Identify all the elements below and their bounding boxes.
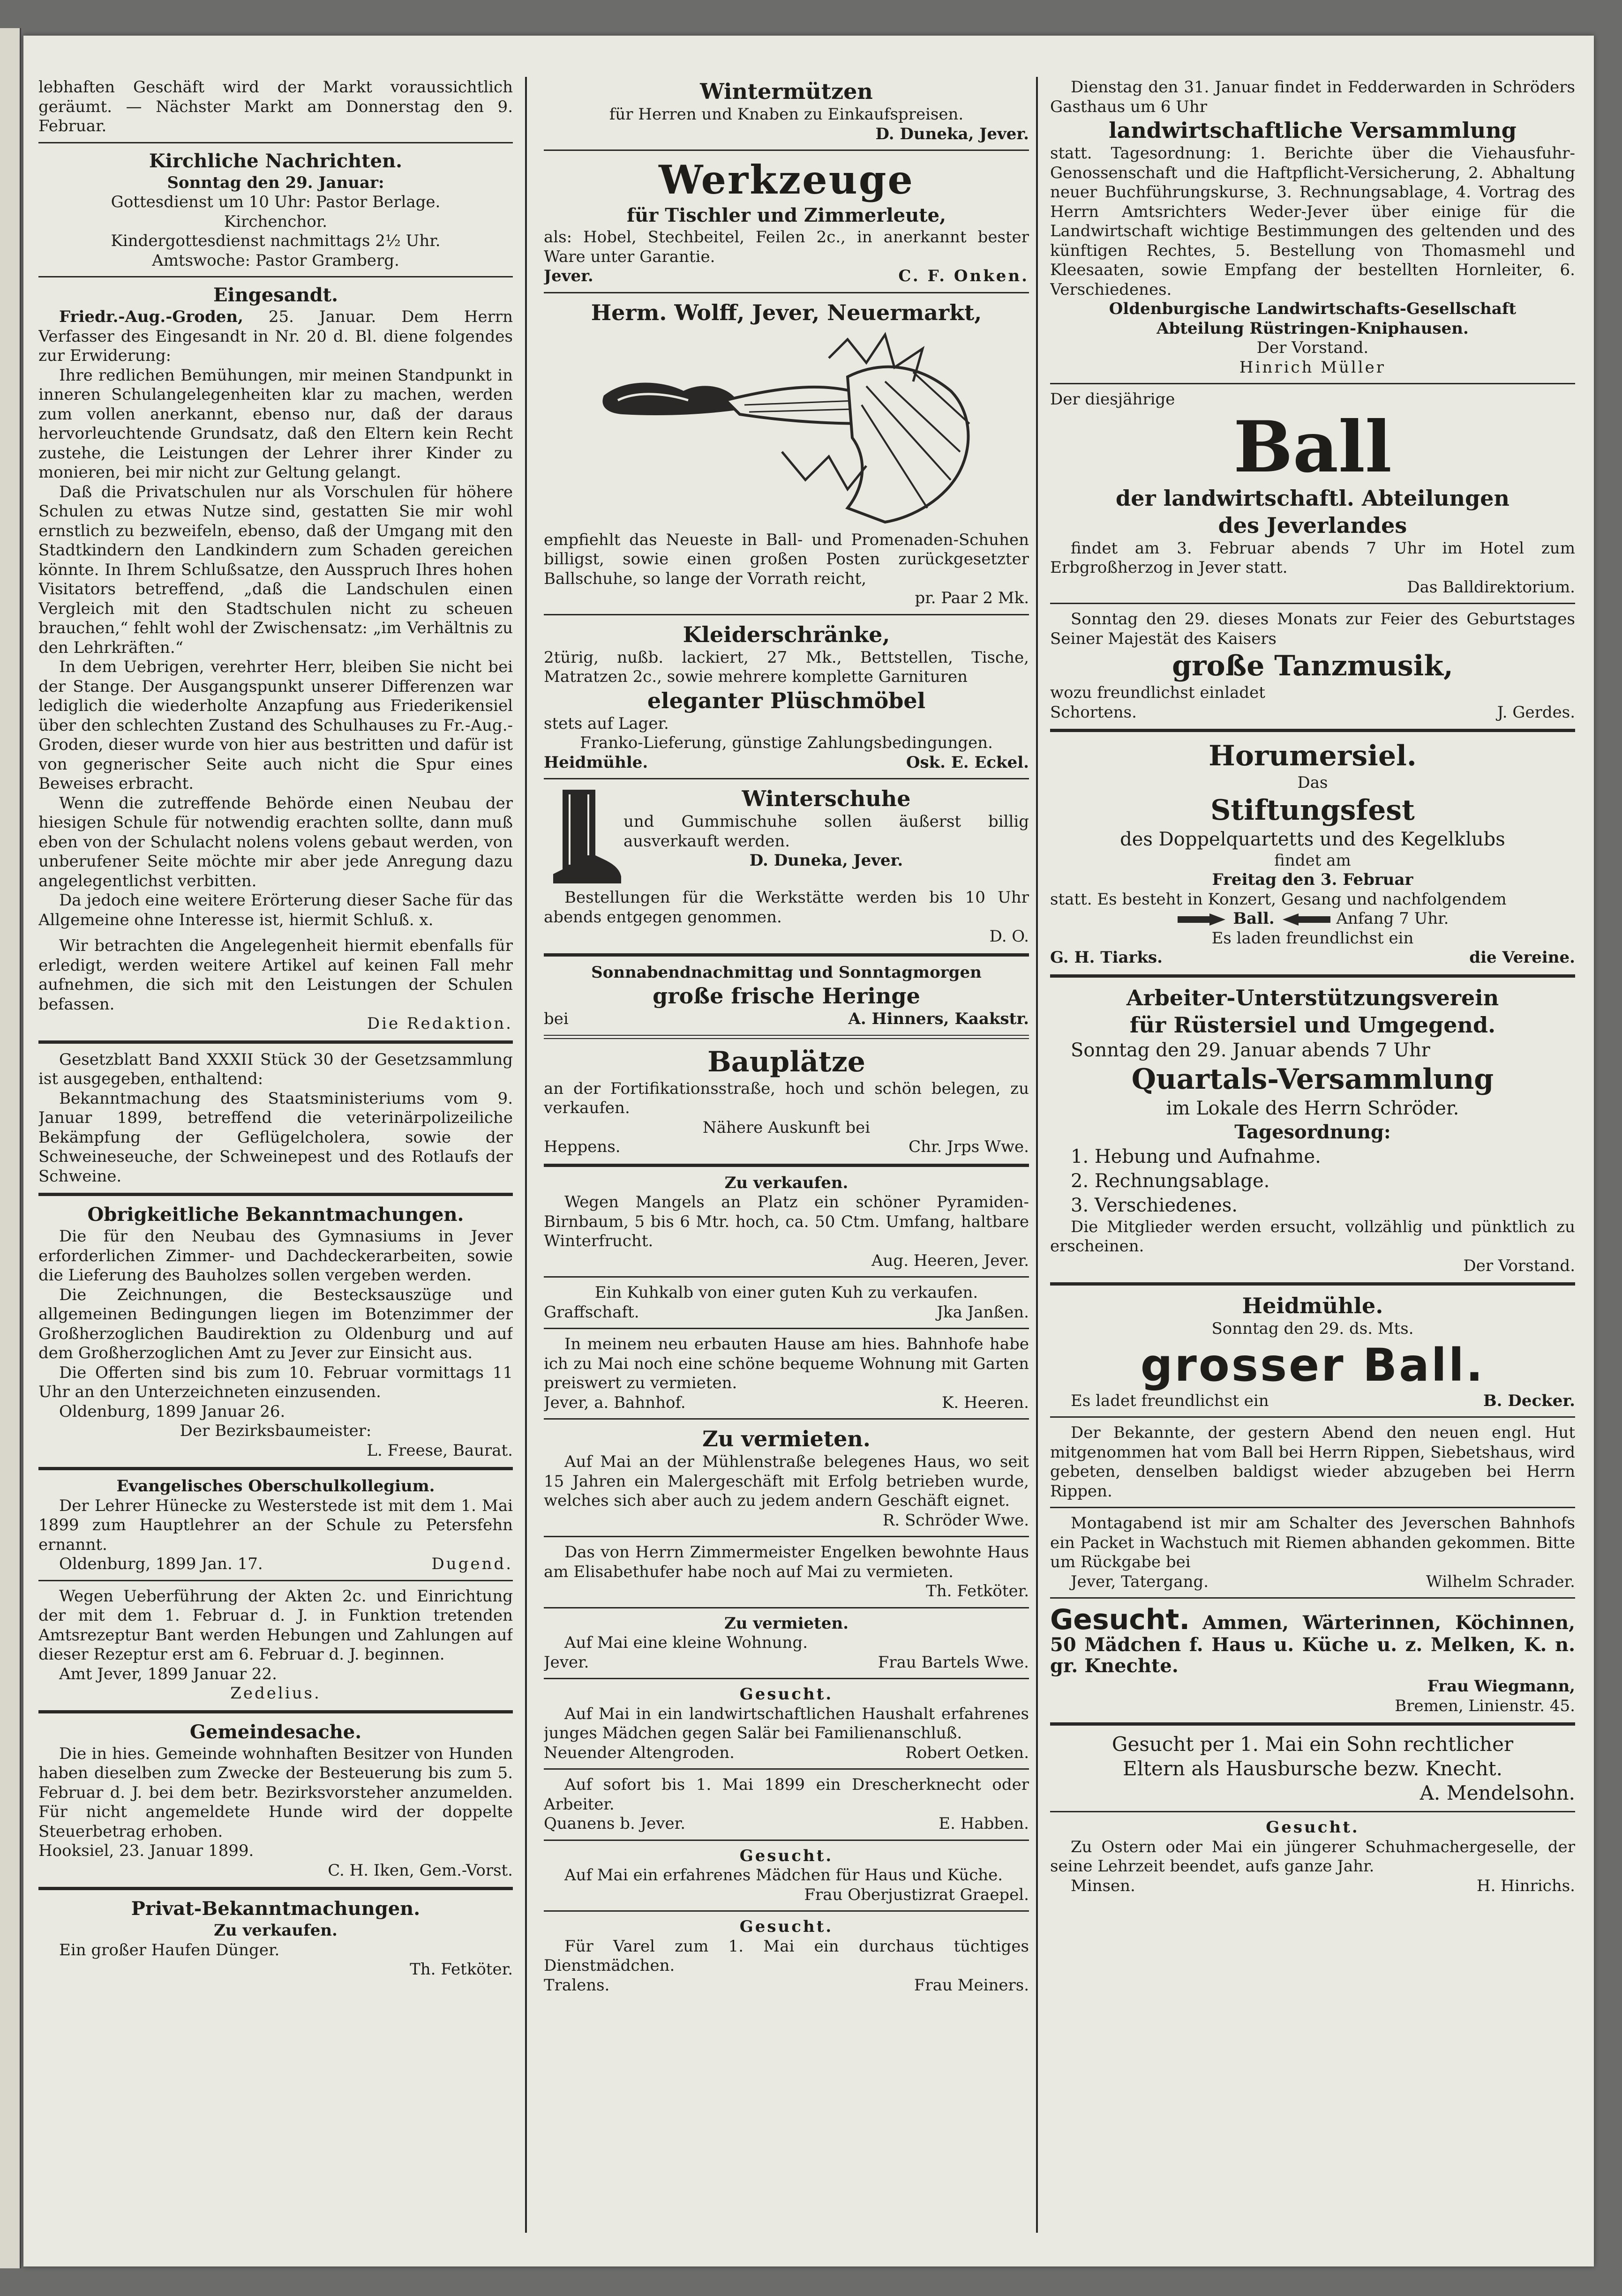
community-place: Hooksiel, 23. Januar 1899. bbox=[38, 1841, 254, 1860]
ad-wolff-title: Herm. Wolff, Jever, Neuermarkt, bbox=[591, 299, 982, 325]
ad-werkzeuge-text: als: Hobel, Stechbeitel, Feilen 2c., in anerkannt bester Ware unter Garantie. bbox=[544, 228, 1029, 266]
ad-dienstmaedchen-title: Gesucht. bbox=[739, 1917, 834, 1936]
ad-horumersiel-fest: Stiftungsfest bbox=[1210, 793, 1415, 827]
divider bbox=[1050, 1282, 1575, 1286]
ad-ammen-text: Ammen, Wärterinnen, Köchinnen, 50 Mädchen f. Haus u. Küche u. z. Melken, K. n. gr. Knechte. bbox=[1050, 1612, 1575, 1677]
ad-paket-place: Jever, Tatergang. bbox=[1071, 1572, 1209, 1591]
divider bbox=[1050, 383, 1575, 384]
ad-sohn-text: Eltern als Hausbursche bezw. Knecht. bbox=[1123, 1757, 1502, 1780]
submitted-text: 25. Januar. Dem Herrn Verfasser des Eingesandt in Nr. 20 d. Bl. diene folgendes zur Erwiderung: bbox=[38, 307, 513, 365]
ad-wohnung-place: Jever. bbox=[544, 1653, 589, 1672]
ad-heidmuehle-text: Es ladet freundlichst ein bbox=[1071, 1391, 1269, 1410]
school-board-text: Der Lehrer Hünecke zu Westerstede ist mit dem 1. Mai 1899 zum Hauptlehrer an der Schule zu Petersfehn ernannt. bbox=[38, 1496, 513, 1554]
ad-arbeiterverein-title: für Rüstersiel und Umgegend. bbox=[1129, 1012, 1496, 1038]
ad-tanzmusik-text: Sonntag den 29. dieses Monats zur Feier des Geburtstages Seiner Majestät des Kaisers bbox=[1050, 610, 1575, 648]
ad-landwirtschaft-org: Oldenburgische Landwirtschafts-Gesellschaft bbox=[1109, 299, 1517, 318]
ad-werkzeuge-title: Werkzeuge bbox=[659, 157, 914, 203]
column-right bbox=[1050, 78, 1575, 2224]
ad-horumersiel-signature: G. H. Tiarks. bbox=[1050, 948, 1163, 967]
ad-wolff-text: empfiehlt das Neueste in Ball- und Promenaden-Schuhen billigst, sowie einen großen Posten zurückgesetzter Ballschuhe, so lange der Vorrath reicht, bbox=[544, 530, 1029, 588]
ad-ball-title: Ball bbox=[1233, 405, 1392, 488]
ad-schuhmacher-place: Minsen. bbox=[1071, 1876, 1135, 1895]
divider bbox=[1050, 1722, 1575, 1726]
divider bbox=[544, 1678, 1029, 1679]
divider bbox=[544, 1276, 1029, 1278]
newspaper-page bbox=[23, 36, 1594, 2266]
divider bbox=[38, 1887, 513, 1890]
ad-pluesch-text: stets auf Lager. bbox=[544, 714, 669, 733]
community-title: Gemeindesache. bbox=[189, 1720, 362, 1743]
ad-winterschuhe-title: Winterschuhe bbox=[742, 786, 911, 811]
ad-heringe-signature: A. Hinners, Kaakstr. bbox=[848, 1010, 1029, 1028]
gazette-notice: Gesetzblatt Band XXXII Stück 30 der Gesetzsammlung ist ausgegeben, enthaltend: bbox=[38, 1050, 513, 1088]
column-left bbox=[38, 78, 513, 2224]
church-news-line: Kindergottesdienst nachmittags 2½ Uhr. bbox=[111, 232, 441, 250]
divider bbox=[1050, 1507, 1575, 1508]
ad-drescher-text: Auf sofort bis 1. Mai 1899 ein Drescherknecht oder Arbeiter. bbox=[544, 1775, 1029, 1814]
divider bbox=[38, 1580, 513, 1581]
gazette-notice: Bekanntmachung des Staatsministeriums vom 9. Januar 1899, betreffend die veterinärpolizeiliche Bekämpfung der Geflügelcholera, sowie der Schweineseuche, der Schweinepest und des Rotlaufs der Schweine. bbox=[38, 1089, 513, 1186]
official-notices-title: Obrigkeitliche Bekanntmachungen. bbox=[87, 1204, 464, 1226]
ad-heringe-bei: bei bbox=[544, 1010, 569, 1028]
ad-horumersiel-text: des Doppelquartetts und des Kegelklubs bbox=[1120, 828, 1505, 850]
ad-heidmuehle-signature: B. Decker. bbox=[1483, 1391, 1575, 1410]
ad-heidmuehle-title: Heidmühle. bbox=[1242, 1293, 1383, 1318]
divider bbox=[1050, 974, 1575, 978]
ad-vermieten-signature: R. Schröder Wwe. bbox=[882, 1511, 1029, 1530]
submitted-text: In dem Uebrigen, verehrter Herr, bleiben Sie nicht bei der Stange. Der Ausgangspunkt unserer Differenzen war lediglich die wiederholte Anzapfung aus Friederikensiel über den schlechten Zustand des Schulhauses zu Fr.-Aug.-Groden, dieser wurde von hier aus bestritten und dafür ist von gegnerischer Seite auch nicht die Spur eines Beweises erbracht. bbox=[38, 658, 513, 793]
ad-tanzmusik-signature: J. Gerdes. bbox=[1497, 703, 1575, 722]
ad-drescher-signature: E. Habben. bbox=[939, 1814, 1029, 1833]
ad-bauplaetze-text: Nähere Auskunft bei bbox=[702, 1118, 871, 1137]
church-news-line: Gottesdienst um 10 Uhr: Pastor Berlage. bbox=[111, 193, 441, 211]
submitted-title: Eingesandt. bbox=[213, 284, 338, 306]
ad-bahnhof-signature: K. Heeren. bbox=[942, 1393, 1029, 1412]
divider bbox=[1050, 1416, 1575, 1418]
market-notice: lebhaften Geschäft wird der Markt voraussichtlich geräumt. — Nächster Markt am Donnerstag den 9. Februar. bbox=[38, 78, 513, 135]
ad-wintermuetzen-text: für Herren und Knaben zu Einkaufspreisen. bbox=[609, 105, 964, 124]
column-rule bbox=[1036, 77, 1038, 2233]
ad-birnbaum-title: Zu verkaufen. bbox=[724, 1173, 849, 1192]
ad-schuhmacher-title: Gesucht. bbox=[1266, 1818, 1359, 1837]
ad-wolff-price: pr. Paar 2 Mk. bbox=[915, 589, 1029, 607]
ad-maedchen-signature: Frau Oberjustizrat Graepel. bbox=[804, 1885, 1029, 1904]
tax-office-signature: Zedelius. bbox=[230, 1684, 321, 1703]
ad-werkzeuge-subtitle: für Tischler und Zimmerleute, bbox=[626, 204, 946, 226]
community-text: Die in hies. Gemeinde wohnhaften Besitzer von Hunden haben dieselben zum Zwecke der Besteuerung bis zum 5. Februar d. J. bei dem betr. Bezirksvorsteher anzumelden. Für nicht angemeldete Hunde wird der doppelte Steuerbetrag erhoben. bbox=[38, 1744, 513, 1841]
ad-heringe-pre: Sonnabendnachmittag und Sonntagmorgen bbox=[591, 963, 982, 982]
divider bbox=[544, 1164, 1029, 1167]
ad-landwirtschaft-title: landwirtschaftliche Versammlung bbox=[1109, 118, 1517, 143]
ad-dienstmaedchen-signature: Frau Meiners. bbox=[914, 1975, 1029, 1995]
ad-gesucht-title: Gesucht. bbox=[739, 1685, 834, 1704]
ad-arbeiterverein-agenda-item: 1. Hebung und Aufnahme. bbox=[1071, 1145, 1321, 1167]
ad-landwirtschaft-signature: Hinrich Müller bbox=[1239, 358, 1386, 377]
divider bbox=[544, 1328, 1029, 1329]
ad-engelken-signature: Th. Fetköter. bbox=[926, 1582, 1029, 1600]
ad-kuhkalb-place: Graffschaft. bbox=[544, 1302, 639, 1322]
ad-dienstmaedchen-place: Tralens. bbox=[544, 1975, 610, 1995]
ad-vermieten-title: Zu vermieten. bbox=[702, 1426, 871, 1451]
ad-horumersiel-text: statt. Es besteht in Konzert, Gesang und nachfolgendem bbox=[1050, 890, 1507, 909]
ad-heidmuehle-ball: grosser Ball. bbox=[1140, 1339, 1485, 1391]
school-board-signature: Dugend. bbox=[431, 1555, 513, 1573]
divider bbox=[544, 1418, 1029, 1420]
ad-gesucht-place: Neuender Altengroden. bbox=[544, 1743, 735, 1762]
divider bbox=[38, 1710, 513, 1713]
divider bbox=[38, 1467, 513, 1470]
ad-sohn-signature: A. Mendelsohn. bbox=[1419, 1781, 1575, 1804]
boot-illustration bbox=[544, 785, 623, 888]
ad-schuhmacher-signature: H. Hinrichs. bbox=[1476, 1876, 1575, 1895]
submitted-text: Da jedoch eine weitere Erörterung dieser Sache für das Allgemeine ohne Interesse ist, hiermit Schluß. x. bbox=[38, 891, 513, 929]
ad-winterschuhe-text: Bestellungen für die Werkstätte werden bis 10 Uhr abends entgegen genommen. bbox=[544, 888, 1029, 927]
ad-winterschuhe-signature: D. Duneka, Jever. bbox=[749, 851, 903, 870]
ad-maedchen-text: Auf Mai ein erfahrenes Mädchen für Haus und Küche. bbox=[564, 1866, 1003, 1885]
ad-pluesch-text: Franko-Lieferung, günstige Zahlungsbedingungen. bbox=[580, 733, 993, 752]
ad-wintermuetzen-signature: D. Duneka, Jever. bbox=[875, 124, 1029, 143]
ad-heidmuehle-text: Sonntag den 29. ds. Mts. bbox=[1211, 1319, 1414, 1338]
submitted-text: Wenn die zutreffende Behörde einen Neubau der hiesigen Schule für notwendig erachten sollte, dann muß eben von der Schulacht nolens volens gebaut werden, von unberufener Seite möchte mir aber jede Anregung dazu angelegentlichst verbitten. bbox=[38, 793, 513, 890]
official-notice-signature: L. Freese, Baurat. bbox=[367, 1441, 513, 1460]
ad-wintermuetzen-title: Wintermützen bbox=[700, 79, 873, 104]
divider bbox=[1050, 1597, 1575, 1599]
adjacent-page-edge bbox=[0, 28, 21, 2268]
ad-horumersiel-text: findet am bbox=[1274, 851, 1351, 870]
ad-horumersiel-title: Horumersiel. bbox=[1209, 740, 1417, 772]
ad-arbeiterverein-text: Die Mitglieder werden ersucht, vollzählig und pünktlich zu erscheinen. bbox=[1050, 1217, 1575, 1256]
private-notice-text: Ein großer Haufen Dünger. bbox=[59, 1940, 280, 1959]
ad-ball-pre: Der diesjährige bbox=[1050, 390, 1175, 409]
ad-horumersiel-time: Anfang 7 Uhr. bbox=[1336, 909, 1449, 928]
tax-office-text: Wegen Ueberführung der Akten 2c. und Einrichtung der mit dem 1. Februar d. J. in Funktion tretenden Amtsrezeptur Bant werden Hebungen und Zahlungen auf dieser Rezeptur erst am 6. Februar d. J. beginnen. bbox=[38, 1586, 513, 1664]
ad-horumersiel-text: Es laden freundlichst ein bbox=[1211, 928, 1414, 948]
shoe-in-hand-illustration bbox=[585, 330, 988, 527]
church-news-title: Kirchliche Nachrichten. bbox=[149, 150, 403, 172]
divider bbox=[544, 1768, 1029, 1770]
ad-winterschuhe-text: und Gummischuhe sollen äußerst billig ausverkauft werden. bbox=[623, 812, 1029, 851]
church-news-date: Sonntag den 29. Januar: bbox=[167, 173, 384, 192]
official-notice-place: Oldenburg, 1899 Januar 26. bbox=[59, 1402, 285, 1421]
ad-arbeiterverein-signature: Der Vorstand. bbox=[1463, 1256, 1575, 1275]
ad-horumersiel-date: Freitag den 3. Februar bbox=[1212, 870, 1413, 889]
ad-gesucht-text: Auf Mai in ein landwirtschaftlichen Haushalt erfahrenes junges Mädchen gegen Salär bei Familienanschluß. bbox=[544, 1704, 1029, 1743]
submitted-text: Daß die Privatschulen nur als Vorschulen für höhere Schulen zu etwas Nutze sind, gestatten Sie mir wohl ernstlich zu bezweifeln, ebenso, daß der Umgang mit den Stadtkindern den Landkindern zum Schaden gereichen könnte. In Ihrem Schlußsatze, den Ausspruch Ihres hohen Visitators betreffend, „daß die Landschulen einen Vergleich mit den Stadtschulen nicht zu scheuen brauchen,“ fehlt wohl der Zwischensatz: „im Verhältnis zu den Lehrkräften.“ bbox=[38, 482, 513, 657]
school-board-place: Oldenburg, 1899 Jan. 17. bbox=[59, 1555, 263, 1573]
editorial-note: Wir betrachten die Angelegenheit hiermit ebenfalls für erledigt, werden weitere Artikel auf keinen Fall mehr aufnehmen, die sich mit den Leistungen der Schulen befassen. bbox=[38, 936, 513, 1014]
editorial-signature: Die Redaktion. bbox=[367, 1014, 513, 1033]
school-board-title: Evangelisches Oberschulkollegium. bbox=[116, 1477, 435, 1496]
ad-kleiderschraenke-title: Kleiderschränke, bbox=[683, 621, 890, 647]
ad-bauplaetze-signature: Chr. Jrps Wwe. bbox=[909, 1137, 1029, 1156]
ad-vermieten-text: Auf Mai an der Mühlenstraße belegenes Haus, wo seit 15 Jahren ein Malergeschäft mit Erfolg betrieben wurde, welches sich aber auch zu jedem andern Geschäft eignet. bbox=[544, 1452, 1029, 1510]
official-notice-text: Die Offerten sind bis zum 10. Februar vormittags 11 Uhr an den Unterzeichneten einzusenden. bbox=[38, 1363, 513, 1401]
ad-paket-signature: Wilhelm Schrader. bbox=[1426, 1572, 1575, 1591]
official-notice-text: Die Zeichnungen, die Bestecksauszüge und allgemeinen Bedingungen liegen im Botenzimmer der Großherzoglichen Baudirektion zu Oldenburg und auf dem Großherzoglichen Amt zu Jever zur Einsicht aus. bbox=[38, 1285, 513, 1362]
ad-horumersiel-ball: Ball. bbox=[1233, 909, 1275, 928]
ad-birnbaum-text: Wegen Mangels an Platz ein schöner Pyramiden-Birnbaum, 5 bis 6 Mtr. hoch, ca. 50 Ctm. Umfang, haltbare Winterfrucht. bbox=[544, 1193, 1029, 1250]
divider bbox=[38, 1040, 513, 1044]
submitted-text: Ihre redlichen Bemühungen, mir meinen Standpunkt in inneren Schulangelegenheiten klar zu machen, werden zum vollen anerkannt, ebenso nur, daß der daraus hervorleuchtende Grundsatz, daß den Eltern kein Recht zustehe, die Leistungen der Lehrer ihrer Kinder zu monieren, bei mir nicht zur Geltung gelangt. bbox=[38, 366, 513, 482]
divider bbox=[1050, 603, 1575, 604]
ad-maedchen-title: Gesucht. bbox=[739, 1846, 834, 1865]
ad-bahnhof-text: In meinem neu erbauten Hause am hies. Bahnhofe habe ich zu Mai noch eine schöne bequeme Wohnung mit Garten preiswert zu vermieten. bbox=[544, 1335, 1029, 1392]
divider bbox=[1050, 729, 1575, 732]
ad-arbeiterverein-text: im Lokale des Herrn Schröder. bbox=[1166, 1097, 1459, 1119]
divider bbox=[544, 1536, 1029, 1537]
ad-wohnung-title: Zu vermieten. bbox=[724, 1614, 849, 1633]
ad-ammen-title: Gesucht. bbox=[1050, 1603, 1190, 1636]
ad-birnbaum-signature: Aug. Heeren, Jever. bbox=[871, 1251, 1029, 1270]
ad-hut-text: Der Bekannte, der gestern Abend den neuen engl. Hut mitgenommen hat vom Ball bei Herrn Rippen, Siebetshaus, wird gebeten, denselben baldigst wieder abzugeben bei Herrn Rippen. bbox=[1050, 1423, 1575, 1501]
ad-arbeiterverein-agenda-item: 3. Verschiedenes. bbox=[1071, 1194, 1238, 1216]
ad-ball-signature: Das Balldirektorium. bbox=[1407, 577, 1575, 597]
ad-gesucht-signature: Robert Oetken. bbox=[905, 1743, 1029, 1762]
ad-tanzmusik-place: Schortens. bbox=[1050, 703, 1137, 722]
church-news-line: Amtswoche: Pastor Gramberg. bbox=[152, 251, 399, 270]
divider bbox=[38, 276, 513, 277]
divider bbox=[544, 1607, 1029, 1608]
divider bbox=[544, 1035, 1029, 1039]
column-middle bbox=[544, 78, 1029, 2224]
official-notice-signature: Der Bezirksbaumeister: bbox=[180, 1421, 372, 1440]
pointing-hand-icon bbox=[1280, 912, 1331, 927]
ad-tanzmusik-title: große Tanzmusik, bbox=[1172, 650, 1453, 682]
ad-kuhkalb-signature: Jka Janßen. bbox=[937, 1302, 1029, 1322]
ad-sohn-text: Gesucht per 1. Mai ein Sohn rechtlicher bbox=[1111, 1733, 1514, 1756]
ad-heringe-title: große frische Heringe bbox=[653, 983, 920, 1009]
ad-bauplaetze-text: an der Fortifikationsstraße, hoch und schön belegen, zu verkaufen. bbox=[544, 1079, 1029, 1117]
private-notices-title: Privat-Bekanntmachungen. bbox=[131, 1898, 421, 1920]
ad-arbeiterverein-title: Arbeiter-Unterstützungsverein bbox=[1126, 985, 1499, 1010]
ad-kuhkalb-text: Ein Kuhkalb von einer guten Kuh zu verkaufen. bbox=[594, 1283, 978, 1302]
column-rule bbox=[525, 77, 527, 2233]
ad-arbeiterverein-quartal: Quartals-Versammlung bbox=[1131, 1062, 1494, 1096]
pointing-hand-icon bbox=[1177, 912, 1228, 927]
ad-bauplaetze-place: Heppens. bbox=[544, 1137, 621, 1156]
ad-ammen-signature: Frau Wiegmann, bbox=[1427, 1677, 1575, 1696]
divider bbox=[38, 142, 513, 143]
ad-drescher-place: Quanens b. Jever. bbox=[544, 1814, 685, 1833]
tax-office-place: Amt Jever, 1899 Januar 22. bbox=[59, 1664, 277, 1683]
ad-ball-subtitle: des Jeverlandes bbox=[1218, 512, 1407, 538]
ad-dienstmaedchen-text: Für Varel zum 1. Mai ein durchaus tüchtiges Dienstmädchen. bbox=[544, 1937, 1029, 1975]
official-notice-text: Die für den Neubau des Gymnasiums in Jever erforderlichen Zimmer- und Dachdeckerarbeiten, sowie die Lieferung des Bauholzes sollen vergeben werden. bbox=[38, 1227, 513, 1285]
ad-pluesch-signature: Osk. E. Eckel. bbox=[906, 753, 1029, 772]
ad-arbeiterverein-agenda-item: 2. Rechnungsablage. bbox=[1071, 1170, 1270, 1192]
church-news-line: Kirchenchor. bbox=[224, 212, 328, 231]
ad-ball-subtitle: der landwirtschaftl. Abteilungen bbox=[1116, 485, 1509, 511]
ad-engelken-text: Das von Herrn Zimmermeister Engelken bewohnte Haus am Elisabethufer habe noch auf Mai zu vermieten. bbox=[544, 1543, 1029, 1581]
ad-bahnhof-place: Jever, a. Bahnhof. bbox=[544, 1393, 686, 1412]
private-notice-signature: Th. Fetköter. bbox=[410, 1960, 513, 1979]
ad-horumersiel-das: Das bbox=[1297, 773, 1328, 792]
divider bbox=[544, 150, 1029, 151]
ad-landwirtschaft-intro: Dienstag den 31. Januar findet in Fedderwarden in Schröders Gasthaus um 6 Uhr bbox=[1050, 78, 1575, 116]
ad-werkzeuge-place: Jever. bbox=[544, 267, 593, 285]
divider bbox=[544, 614, 1029, 615]
ad-wohnung-signature: Frau Bartels Wwe. bbox=[878, 1653, 1029, 1672]
ad-wohnung-text: Auf Mai eine kleine Wohnung. bbox=[564, 1633, 808, 1652]
ad-landwirtschaft-board: Der Vorstand. bbox=[1256, 338, 1369, 357]
divider bbox=[544, 1910, 1029, 1912]
submitted-dateline: Friedr.-Aug.-Groden, bbox=[59, 307, 243, 326]
ad-pluesch-title: eleganter Plüschmöbel bbox=[647, 688, 926, 713]
ad-ammen-signature: Bremen, Linienstr. 45. bbox=[1395, 1696, 1575, 1715]
divider bbox=[544, 778, 1029, 779]
ad-bauplaetze-title: Bauplätze bbox=[707, 1045, 865, 1078]
ad-arbeiterverein-agenda-title: Tagesordnung: bbox=[1234, 1121, 1391, 1143]
divider bbox=[38, 1193, 513, 1196]
divider bbox=[544, 1840, 1029, 1841]
ad-pluesch-place: Heidmühle. bbox=[544, 753, 648, 772]
community-signature: C. H. Iken, Gem.-Vorst. bbox=[328, 1861, 513, 1880]
ad-horumersiel-signature: die Vereine. bbox=[1469, 948, 1575, 967]
ad-winterschuhe-signature: D. O. bbox=[989, 927, 1029, 946]
ad-landwirtschaft-text: statt. Tagesordnung: 1. Berichte über die Viehausfuhr-Genossenschaft und die Haftpflicht-Versicherung, 2. Abhaltung neuer Buchführungskurse, 3. Rechnungsablage, 4. Vortrag des Herrn Amtsrichters Weder-Jever über einige für die Landwirtschaft wichtige Bestimmungen des geltenden und des künftigen Rechtes, 5. Bestellung von Thomasmehl und Kleesaaten, sowie Empfang der bestellten Hornleiter, 6. Verschiedenes. bbox=[1050, 144, 1575, 299]
ad-kleiderschraenke-text: 2türig, nußb. lackiert, 27 Mk., Bettstellen, Tische, Matratzen 2c., sowie mehrere komplette Garnituren bbox=[544, 648, 1029, 686]
private-notice-subtitle: Zu verkaufen. bbox=[214, 1921, 338, 1940]
divider bbox=[1050, 1811, 1575, 1812]
ad-arbeiterverein-text: Sonntag den 29. Januar abends 7 Uhr bbox=[1071, 1039, 1430, 1061]
ad-schuhmacher-text: Zu Ostern oder Mai ein jüngerer Schuhmachergeselle, der seine Lehrzeit beendet, aufs ganze Jahr. bbox=[1050, 1837, 1575, 1876]
divider bbox=[544, 292, 1029, 293]
ad-paket-text: Montagabend ist mir am Schalter des Jeverschen Bahnhofs ein Packet in Wachstuch mit Riemen abhanden gekommen. Bitte um Rückgabe bei bbox=[1050, 1514, 1575, 1571]
ad-werkzeuge-signature: C. F. Onken. bbox=[898, 267, 1029, 285]
ad-landwirtschaft-org: Abteilung Rüstringen-Kniphausen. bbox=[1156, 319, 1469, 338]
divider bbox=[544, 953, 1029, 957]
ad-ball-text: findet am 3. Februar abends 7 Uhr im Hotel zum Erbgroßherzog in Jever statt. bbox=[1050, 538, 1575, 577]
ad-tanzmusik-text: wozu freundlichst einladet bbox=[1050, 683, 1265, 702]
